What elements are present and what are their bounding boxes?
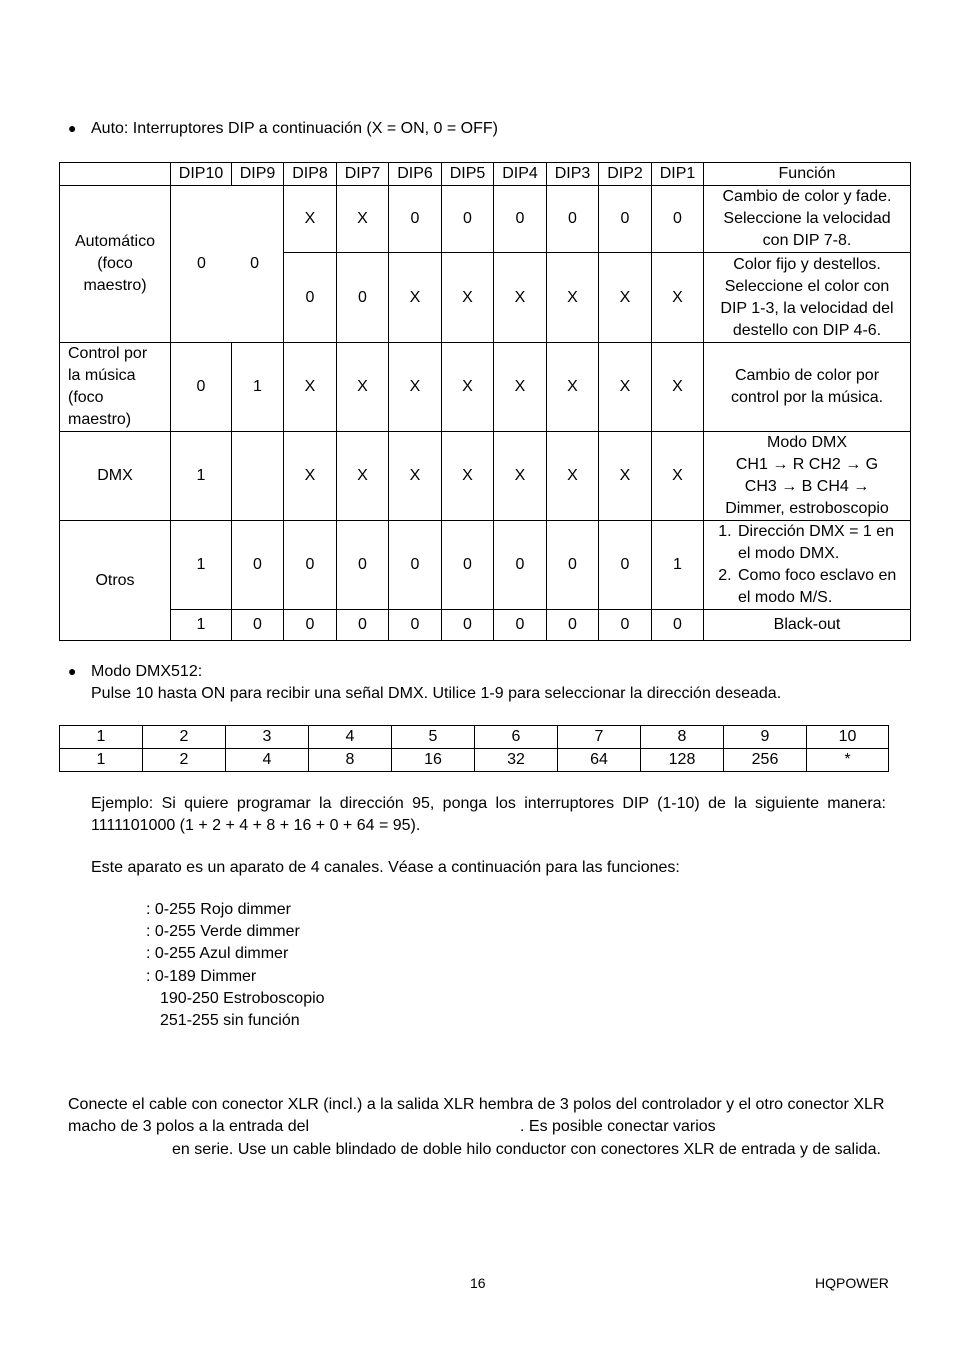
dip10-dip9-auto-cell — [171, 186, 284, 343]
table-row — [60, 726, 889, 749]
label-line: Control por — [68, 345, 148, 362]
row-label-otros: Otros — [60, 521, 171, 641]
row-label-dmx: DMX — [60, 432, 171, 521]
header-cell: DIP8 — [284, 163, 337, 186]
table-cell: X — [652, 432, 704, 521]
table-cell: X — [494, 253, 547, 343]
function-line: 2. Como foco esclavo en — [738, 567, 897, 584]
table-cell: 0 — [284, 521, 337, 610]
table-cell: 0 — [494, 186, 547, 253]
table-cell: X — [389, 343, 442, 432]
table-cell: 0 — [547, 186, 599, 253]
table-cell: 0 — [284, 610, 337, 641]
dip9-value: 0 — [250, 255, 259, 272]
switch-value-cell: 1 — [60, 749, 143, 772]
function-line: Cambio de color y fade. — [722, 188, 892, 205]
table-cell: X — [337, 186, 389, 253]
function-line: con DIP 7-8. — [762, 232, 852, 249]
table-row — [60, 749, 889, 772]
switch-value-cell: 8 — [309, 749, 392, 772]
table-row — [60, 521, 911, 610]
switch-number-cell: 4 — [309, 726, 392, 749]
switch-number-cell: 6 — [475, 726, 558, 749]
header-empty-cell — [60, 163, 171, 186]
row-label-automatico — [60, 186, 171, 343]
table-cell: 1 — [171, 610, 232, 641]
channel-line: : 0-189 Dimmer — [146, 968, 257, 985]
table-row — [60, 343, 911, 432]
table-cell: 0 — [494, 610, 547, 641]
table-cell: X — [284, 432, 337, 521]
table-cell: X — [547, 432, 599, 521]
table-cell: X — [547, 253, 599, 343]
table-cell: 0 — [389, 521, 442, 610]
table-cell: X — [389, 253, 442, 343]
label-line: maestro) — [68, 411, 132, 428]
table-cell: 0 — [337, 610, 389, 641]
channel-line: 190-250 Estroboscopio — [160, 990, 325, 1007]
table-row — [60, 186, 911, 253]
table-cell: 0 — [389, 610, 442, 641]
table-cell: X — [442, 432, 494, 521]
function-line: Seleccione la velocidad — [723, 210, 891, 227]
table-cell: 0 — [232, 610, 284, 641]
table-row — [60, 610, 911, 641]
table-cell: 1 — [232, 343, 284, 432]
table-cell: 0 — [171, 343, 232, 432]
table-cell: X — [284, 186, 337, 253]
switch-value-cell: 4 — [226, 749, 309, 772]
function-cell — [704, 521, 911, 610]
table-cell: X — [547, 343, 599, 432]
function-list-item — [736, 521, 906, 565]
auto-bullet-text: Auto: Interruptores DIP a continuación (X = ON, 0 = OFF) — [91, 120, 498, 137]
footer-brand: HQPOWER — [815, 1275, 889, 1291]
table-cell: 1 — [171, 432, 232, 521]
switch-value-cell: 256 — [724, 749, 807, 772]
table-cell: X — [599, 343, 652, 432]
table-row — [60, 432, 911, 521]
bullet-icon: ● — [68, 120, 77, 136]
table-cell: X — [599, 253, 652, 343]
table-cell: 1 — [171, 521, 232, 610]
switch-number-cell: 3 — [226, 726, 309, 749]
switch-value-cell: 2 — [143, 749, 226, 772]
function-line: Modo DMX — [766, 434, 848, 451]
example-line-2: 1111101000 (1 + 2 + 4 + 8 + 16 + 0 + 64 = 95). — [91, 817, 421, 834]
header-cell: DIP5 — [442, 163, 494, 186]
connection-line-3: en serie. Use un cable blindado de doble hilo conductor con conectores XLR de entrada y de salida. — [172, 1141, 881, 1158]
switch-number-cell: 1 — [60, 726, 143, 749]
switch-value-cell: 16 — [392, 749, 475, 772]
table-cell: X — [494, 432, 547, 521]
function-line: destello con DIP 4-6. — [732, 321, 882, 339]
switch-number-cell: 10 — [807, 726, 889, 749]
switch-number-cell: 5 — [392, 726, 475, 749]
header-cell: DIP9 — [232, 163, 284, 186]
table-cell: X — [599, 432, 652, 521]
switch-number-cell: 2 — [143, 726, 226, 749]
table-cell: 0 — [442, 521, 494, 610]
header-cell: DIP1 — [652, 163, 704, 186]
dmx-bullet-title: Modo DMX512: — [91, 663, 203, 680]
table-cell: X — [389, 432, 442, 521]
function-line: control por la música. — [730, 389, 884, 406]
bullet-icon: ● — [68, 663, 77, 679]
table-cell: X — [652, 253, 704, 343]
table-cell: 0 — [337, 253, 389, 343]
switch-number-cell: 7 — [558, 726, 641, 749]
table-cell: X — [652, 343, 704, 432]
table-cell: X — [494, 343, 547, 432]
function-list — [710, 521, 906, 609]
label-line: Automático — [74, 233, 156, 250]
table-cell: 0 — [652, 186, 704, 253]
dip10-value: 0 — [197, 255, 206, 272]
function-cell — [704, 432, 911, 521]
switch-value-cell: 128 — [641, 749, 724, 772]
table-cell: 0 — [494, 521, 547, 610]
table-cell: 0 — [599, 610, 652, 641]
table-cell: X — [284, 343, 337, 432]
function-line: DIP 1-3, la velocidad del — [720, 299, 894, 317]
function-cell: Black-out — [704, 610, 911, 641]
channel-line: 251-255 sin función — [160, 1012, 300, 1029]
switch-value-cell: * — [807, 749, 889, 772]
header-cell: DIP3 — [547, 163, 599, 186]
function-line: Color fijo y destellos. — [733, 255, 881, 273]
function-line: Cambio de color por — [734, 367, 880, 384]
connection-line-2b: . Es posible conectar varios — [520, 1118, 716, 1135]
function-line: Dimmer, estroboscopio — [725, 500, 889, 517]
table-cell: X — [337, 343, 389, 432]
header-cell: DIP2 — [599, 163, 652, 186]
function-cell — [704, 343, 911, 432]
table-cell: 0 — [599, 521, 652, 610]
function-line: Seleccione el color con — [724, 277, 890, 295]
table-cell — [232, 432, 284, 521]
dmx-description: Pulse 10 hasta ON para recibir una señal DMX. Utilice 1-9 para seleccionar la dirección deseada. — [91, 685, 782, 702]
switch-number-cell: 8 — [641, 726, 724, 749]
header-cell: DIP6 — [389, 163, 442, 186]
table-cell: 0 — [442, 610, 494, 641]
page-number: 16 — [470, 1275, 486, 1291]
label-line: (foco — [68, 389, 104, 406]
table-cell: 0 — [599, 186, 652, 253]
channel-line: : 0-255 Azul dimmer — [146, 945, 289, 962]
label-line: la música — [68, 367, 136, 384]
function-line: el modo M/S. — [738, 589, 833, 606]
table-cell: X — [442, 253, 494, 343]
function-line: 1. Dirección DMX = 1 en — [738, 523, 895, 540]
label-line: (foco — [97, 255, 133, 272]
row-label-music — [60, 343, 171, 432]
function-line: CH1 → R CH2 → G — [735, 456, 879, 473]
dmx-address-table — [59, 725, 889, 772]
table-cell: 0 — [547, 521, 599, 610]
table-cell: 0 — [547, 610, 599, 641]
header-cell: Función — [704, 163, 911, 186]
switch-value-cell: 32 — [475, 749, 558, 772]
header-cell: DIP10 — [171, 163, 232, 186]
table-cell: 1 — [652, 521, 704, 610]
table-cell: 0 — [442, 186, 494, 253]
table-cell: 0 — [652, 610, 704, 641]
channel-line: : 0-255 Verde dimmer — [146, 923, 300, 940]
connection-line-2a: macho de 3 polos a la entrada del — [68, 1118, 310, 1135]
channels-intro: Este aparato es un aparato de 4 canales. Véase a continuación para las funciones: — [91, 859, 680, 876]
function-line: CH3 → B CH4 → — [744, 478, 870, 495]
switch-number-cell: 9 — [724, 726, 807, 749]
header-cell: DIP7 — [337, 163, 389, 186]
table-cell: 0 — [337, 521, 389, 610]
table-cell: 0 — [389, 186, 442, 253]
table-cell: X — [442, 343, 494, 432]
header-cell: DIP4 — [494, 163, 547, 186]
switch-value-cell: 64 — [558, 749, 641, 772]
table-header-row — [60, 163, 911, 186]
table-cell: 0 — [284, 253, 337, 343]
dip-switch-table — [59, 162, 911, 641]
example-line-1: Ejemplo: Si quiere programar la dirección 95, ponga los interruptores DIP (1-10) de la siguiente manera: — [91, 795, 886, 812]
function-list-item — [736, 565, 906, 609]
table-cell: 0 — [232, 521, 284, 610]
function-line: el modo DMX. — [738, 545, 840, 562]
channel-line: : 0-255 Rojo dimmer — [146, 901, 291, 918]
label-line: maestro) — [83, 277, 147, 294]
connection-line-1: Conecte el cable con conector XLR (incl.) a la salida XLR hembra de 3 polos del controlador y el otro conector XLR — [68, 1096, 885, 1113]
function-cell — [704, 186, 911, 253]
function-cell — [704, 253, 911, 343]
table-cell: X — [337, 432, 389, 521]
